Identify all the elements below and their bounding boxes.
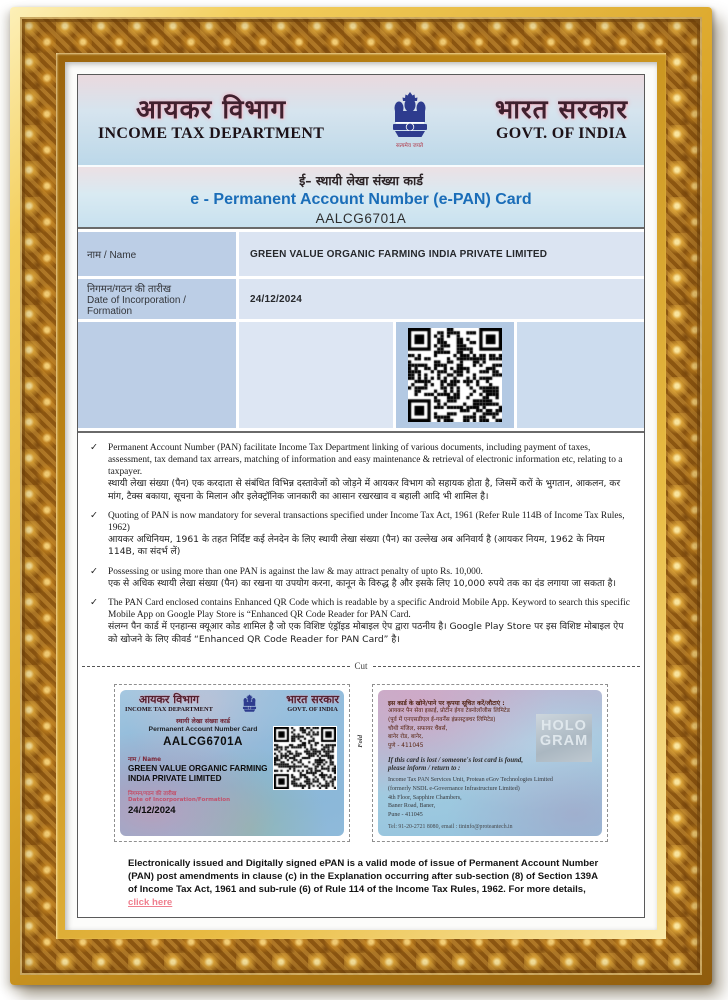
card-dept-hindi: आयकर विभाग xyxy=(138,693,199,707)
note-1-english: Permanent Account Number (PAN) facilitate Income Tax Department linking of various documents, including payment of taxes, assessment, tax demand tax arrears, matching of information and easy maintenance & retrieval of electronic information etc, relating to a taxpayer. xyxy=(108,443,623,478)
govt-name-english: GOVT. OF INDIA xyxy=(496,125,627,142)
enhanced-qr-code xyxy=(408,328,502,422)
govt-name-hindi: भारत सरकार xyxy=(494,95,628,125)
card-doi-label-english: Date of Incorporation/Formation xyxy=(128,797,231,804)
gold-frame-outer-bevel xyxy=(10,7,712,985)
ashoka-emblem-icon xyxy=(388,91,432,143)
card-qr-canvas xyxy=(274,727,336,789)
cut-label: Cut xyxy=(354,661,368,672)
doi-label-hindi: निगमन/गठन की तारीख xyxy=(87,284,172,295)
checkmark-icon: ✓ xyxy=(90,565,98,577)
dept-name-english: INCOME TAX DEPARTMENT xyxy=(98,125,325,142)
back-contact-line: Tel: 91-20-2721 8080, email : tininfo@proteantech.in xyxy=(388,823,513,830)
epan-document xyxy=(77,74,645,918)
gold-frame-carved-band xyxy=(20,17,702,975)
name-value: GREEN VALUE ORGANIC FARMING INDIA PRIVATE LIMITED xyxy=(250,248,548,260)
pan-card-cutouts xyxy=(78,671,644,846)
ashoka-emblem xyxy=(388,91,432,150)
note-item xyxy=(90,597,632,646)
income-tax-dept-block xyxy=(98,97,324,143)
hologram-patch xyxy=(536,714,592,762)
validity-note-text: Electronically issued and Digitally signed ePAN is a valid mode of issue of Permanent Account Number (PAN) post amendments in clause (c) in the Explanation occurring after sub-section (8) of Section 139A of Income Tax Act, 1961 and sub-rule (6) of Rule 114 of the Income Tax Rules, 1962. For more details, xyxy=(128,858,599,896)
back-notice-english-line1: If this card is lost / someone's lost card is found, xyxy=(388,756,524,764)
note-2-hindi: आयकर अधिनियम, 1961 के तहत निर्दिष्ट कई लेनदेन के लिए स्थायी लेखा संख्या (पैन) का उल्लेख अब अनिवार्य है (आयकर नियम, 1962 के नियम 114B, का संदर्भ लें) xyxy=(108,534,605,558)
card-name-line1: GREEN VALUE ORGANIC FARMING xyxy=(128,764,268,774)
note-item xyxy=(90,566,632,590)
table-row-name xyxy=(78,232,644,276)
table-row-qr xyxy=(78,322,644,428)
doi-value: 24/12/2024 xyxy=(250,293,303,305)
note-2-english: Quoting of PAN is now mandatory for several transactions specified under Income Tax Act, 1961 (Refer Rule 114B of Income Tax Rules, 1962) xyxy=(108,510,625,533)
note-3-hindi: एक से अधिक स्थायी लेखा संख्या (पैन) का रखना या उपयोग करना, कानून के विरुद्ध है और इसके लिए 10,000 रुपये तक का दंड लगाया जा सकता है। xyxy=(108,577,616,589)
back-hindi-address-4: बानेर रोड, बानेर, xyxy=(388,734,424,741)
govt-of-india-block xyxy=(495,97,628,143)
back-address-5: Pune - 411045 xyxy=(388,812,423,819)
back-hindi-address-5: पुणे - 411045 xyxy=(388,742,424,749)
back-notice-hindi: इस कार्ड के खोने/पाने पर कृपया सूचित करें/लौटाएं : xyxy=(388,700,505,708)
document-header xyxy=(78,75,644,165)
qr-row-right-cell xyxy=(517,322,644,428)
card-govt-hindi: भारत सरकार xyxy=(286,693,339,707)
pan-card-back xyxy=(372,684,608,842)
back-notice-english-line2: please inform / return to : xyxy=(388,765,461,773)
frame-mat xyxy=(65,62,657,930)
hologram-text-line1: HOLO xyxy=(541,718,587,735)
epan-title-hindi: ई– स्थायी लेखा संख्या कार्ड xyxy=(299,173,423,188)
dept-name-hindi: आयकर विभाग xyxy=(136,95,287,125)
card-qr-code xyxy=(273,726,337,790)
note-3-english: Possessing or using more than one PAN is against the law & may attract penalty of upto Rs. 10,000. xyxy=(108,566,483,577)
card-title-english: Permanent Account Number Card xyxy=(148,726,258,734)
doi-label-cell xyxy=(78,279,236,319)
card-name-label: नाम / Name xyxy=(128,757,162,764)
card-dept-english: INCOME TAX DEPARTMENT xyxy=(125,706,213,714)
name-label: नाम / Name xyxy=(87,250,137,261)
note-4-hindi: संलग्न पैन कार्ड में एनहान्स क्यूआर कोड शामिल है जो एक विशिष्ट एंड्रॉइड मोबाइल ऐप द्वारा पठनीय है। Google Play Store पर इस विशिष्ट मोबाइल ऐप को खोजने के लिए कीवर्ड “Enhanced QR Code Reader for PAN Card” है। xyxy=(108,621,624,645)
notes-section xyxy=(78,433,644,655)
checkmark-icon: ✓ xyxy=(90,509,98,521)
qr-row-label-cell xyxy=(78,322,236,428)
validity-note xyxy=(78,858,644,910)
fold-label: Fold xyxy=(357,735,364,748)
card-ashoka-emblem-icon xyxy=(241,694,258,714)
name-label-cell xyxy=(78,232,236,276)
hologram-text-line2: GRAM xyxy=(539,733,589,750)
note-4-english: The PAN Card enclosed contains Enhanced QR Code which is readable by a specific Android Mobile App. Keyword to search this specific Mobile App on Google Play Store is “Enhanced QR Code Reader for PAN Card. xyxy=(108,598,630,621)
gold-frame-inner-bevel xyxy=(56,53,666,939)
epan-title-banner xyxy=(78,165,644,227)
click-here-link[interactable]: click here xyxy=(128,897,173,909)
checkmark-icon: ✓ xyxy=(90,597,98,609)
qr-code-cell xyxy=(396,322,514,428)
details-table xyxy=(78,227,644,433)
back-hindi-address-3: चौथी मंजिल, सफायर चैंबर्स, xyxy=(388,725,448,732)
checkmark-icon: ✓ xyxy=(90,442,98,453)
back-address-4: Baner Road, Baner, xyxy=(388,803,436,810)
pan-number: AALCG6701A xyxy=(315,211,407,226)
back-address-2: (formerly NSDL e-Governance Infrastructure Limited) xyxy=(388,785,520,792)
card-name-line2: INDIA PRIVATE LIMITED xyxy=(128,774,222,784)
back-address-3: 4th Floor, Sapphire Chambers, xyxy=(388,794,462,801)
card-govt-english: GOVT. OF INDIA xyxy=(287,706,338,714)
pan-card-front xyxy=(114,684,350,842)
card-title-hindi: स्थायी लेखा संख्या कार्ड xyxy=(176,718,230,726)
back-address-1: Income Tax PAN Services Unit, Protean eGov Technologies Limited xyxy=(388,777,553,784)
note-1-hindi: स्थायी लेखा संख्या (पैन) एक करदाता से संबंधित विभिन्न दस्तावेजों को जोड़ने में आयकर विभाग को सहायक होता है, जिसमें करों के भुगतान, आकलन, कर मांग, टैक्स बकाया, सूचना के मिलान और इलेक्ट्रॉनिक जानकारी का आसान रखरखाव व बहाली आदि भी शामिल है। xyxy=(108,478,621,502)
note-item xyxy=(90,442,632,503)
qr-row-spacer-cell xyxy=(239,322,393,428)
card-doi-label-hindi: निगमन/गठन की तारीख xyxy=(128,790,177,797)
card-pan-number: AALCG6701A xyxy=(163,736,243,749)
back-hindi-address-1: आयकर पैन सेवा इकाई, प्रोटीन ईगव टेक्नोलॉजीस लिमिटेड xyxy=(388,708,510,715)
doi-value-cell xyxy=(239,279,644,319)
epan-title-english: e - Permanent Account Number (e-PAN) Card xyxy=(190,191,532,208)
note-item xyxy=(90,510,632,559)
cut-line xyxy=(82,661,640,671)
back-hindi-address-2: (पूर्व में एनएसडीएल ई-गवर्नेंस इंफ्रास्ट्रक्चर लिमिटेड) xyxy=(388,716,496,723)
name-value-cell xyxy=(239,232,644,276)
table-row-doi xyxy=(78,279,644,319)
emblem-motto-text: सत्यमेव जयते xyxy=(396,142,424,149)
card-doi-value: 24/12/2024 xyxy=(128,805,176,817)
doi-label-english: Date of Incorporation / Formation xyxy=(87,295,186,317)
